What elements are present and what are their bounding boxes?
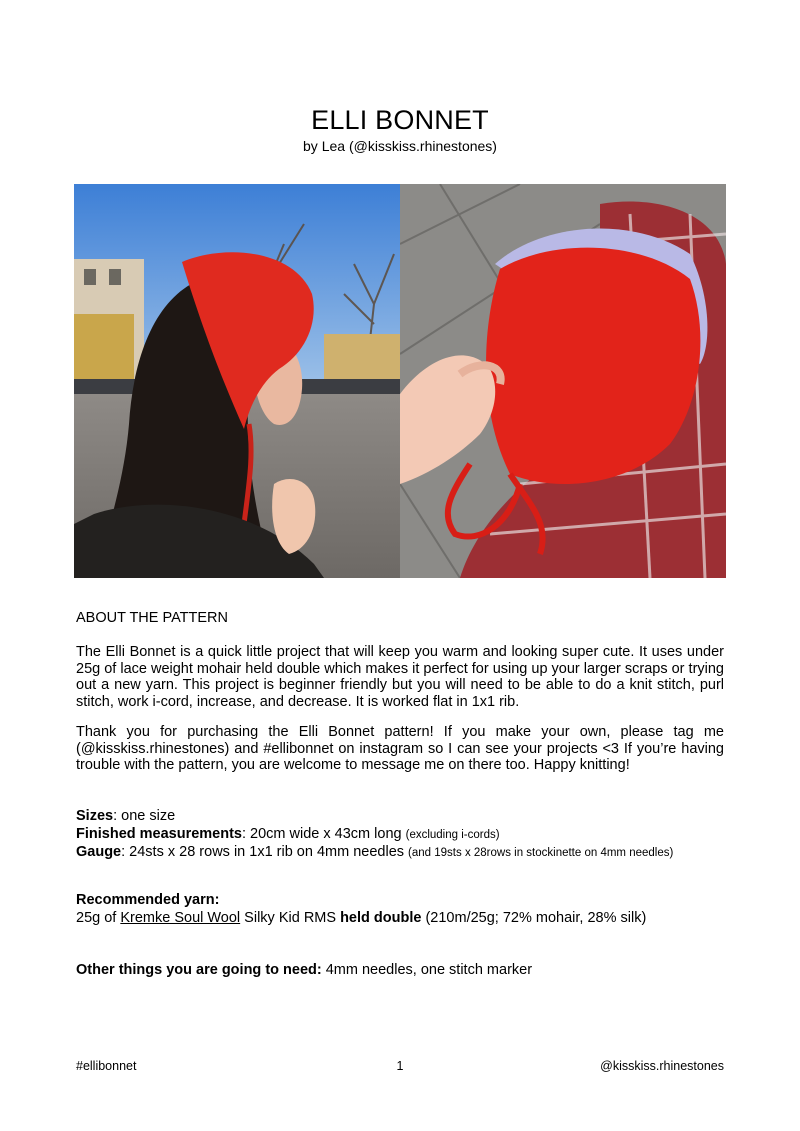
footer-page-number: 1 [396,1059,404,1073]
finished-note: (excluding i-cords) [405,829,500,841]
yarn-details: (210m/25g; 72% mohair, 28% silk) [421,910,647,926]
byline: by Lea (@kisskiss.rhinestones) [303,138,497,154]
other-things-line [76,962,532,978]
gauge-line [76,844,673,860]
gauge-value: : 24sts x 28 rows in 1x1 rib on 4mm needles [121,844,409,860]
other-things-label: Other things you are going to need: [76,962,322,978]
hand-holding-red-bonnet-image [400,184,726,578]
recommended-yarn-line [76,910,646,926]
page-title: ELLI BONNET [311,105,489,135]
finished-label: Finished measurements [76,826,242,842]
gauge-note: (and 19sts x 28rows in stockinette on 4mm needles) [408,847,674,859]
yarn-prefix: 25g of [76,910,121,926]
woman-in-red-bonnet-image [74,184,400,578]
sizes-value: : one size [113,808,176,824]
photo-right [400,184,726,578]
finished-value: : 20cm wide x 43cm long [242,826,406,842]
about-paragraph-1: The Elli Bonnet is a quick little project that will keep you warm and looking super cute. It uses under 25g of lace weight mohair held double which makes it perfect for using up your larger scraps or trying out a new yarn. This project is beginner friendly but you will need to be able to do a knit stitch, purl stitch, work i-cord, increase, and decrease. It is worked flat in 1x1 rib. [76,644,724,710]
recommended-yarn-label: Recommended yarn: [76,892,220,908]
about-paragraph-2: Thank you for purchasing the Elli Bonnet pattern! If you make your own, please tag me (@kisskiss.rhinestones) and #ellibonnet on instagram so I can see your projects <3 If you’re having trouble with the pattern, you are welcome to message me on there too. Happy knitting! [76,724,724,773]
sizes-line [76,808,175,824]
photo-left [74,184,400,578]
sizes-label: Sizes [76,808,114,824]
yarn-product: Silky Kid RMS [240,910,341,926]
photo-row [74,184,726,578]
yarn-brand-link[interactable]: Kremke Soul Wool [120,910,241,926]
section-heading-about: ABOUT THE PATTERN [76,610,229,626]
footer-handle: @kisskiss.rhinestones [600,1059,724,1073]
gauge-label: Gauge [76,844,122,860]
other-things-value: 4mm needles, one stitch marker [321,962,533,978]
yarn-held: held double [340,910,422,926]
footer-hashtag: #ellibonnet [76,1059,137,1073]
finished-measurements-line [76,826,500,842]
